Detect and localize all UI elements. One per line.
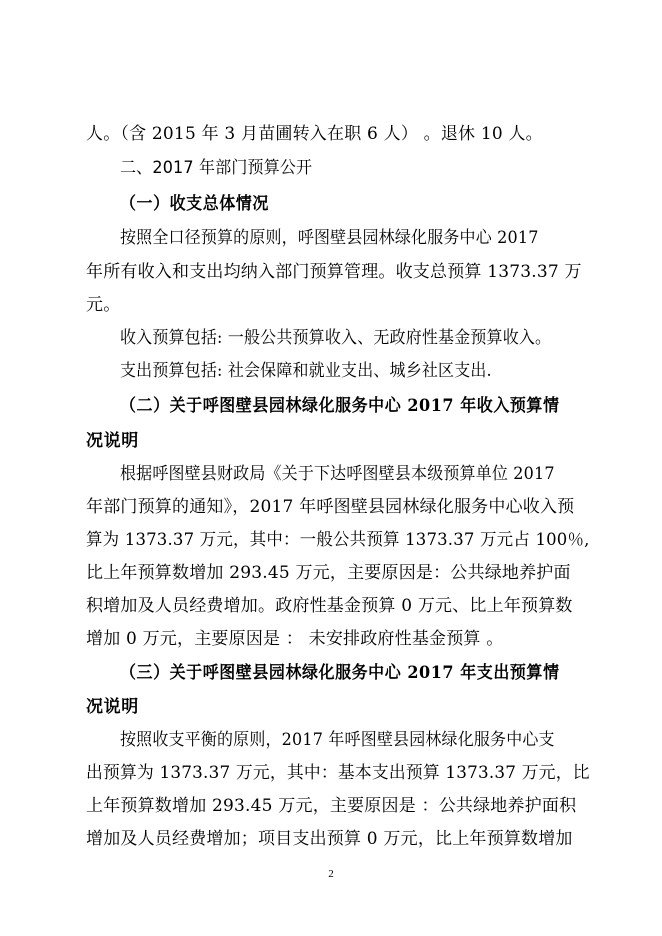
text-line: 增加及人员经费增加；项目支出预算 0 万元，比上年预算数增加 [86,829,573,849]
subsection-heading-cont: 况说明 [86,697,139,717]
text-line: 比上年预算数增加 293.45 万元，主要原因是：公共绿地养护面 [86,563,571,583]
text-line: 人。（含 2015 年 3 月苗圃转入在职 6 人） 。退休 10 人。 [86,124,543,144]
subsection-heading: （一）收支总体情况 [120,194,269,214]
text-line: 按照收支平衡的原则，2017 年呼图壁县园林绿化服务中心支 [120,730,555,750]
text-line: 上年预算数增加 293.45 万元，主要原因是 ：公共绿地养护面积 [86,796,577,816]
text-line: 按照全口径预算的原则，呼图壁县园林绿化服务中心 2017 [120,228,539,248]
text-line: 根据呼图壁县财政局《关于下达呼图壁县本级预算单位 2017 [120,464,555,484]
subsection-heading: （三）关于呼图壁县园林绿化服务中心 2017 年支出预算情 [120,663,560,683]
section-heading: 二、2017 年部门预算公开 [120,158,313,178]
text-line: 积增加及人员经费增加。政府性基金预算 0 万元、比上年预算数 [86,596,573,616]
text-line: 收入预算包括: 一般公共预算收入、无政府性基金预算收入。 [120,328,552,348]
text-line: 元。 [86,295,121,315]
subsection-heading: （二）关于呼图壁县园林绿化服务中心 2017 年收入预算情 [120,396,560,416]
page-number: 2 [328,868,334,880]
text-line: 支出预算包括: 社会保障和就业支出、城乡社区支出. [120,361,492,381]
subsection-heading-cont: 况说明 [86,431,139,451]
text-line: 出预算为 1373.37 万元，其中：基本支出预算 1373.37 万元，比 [86,763,590,783]
text-line: 算为 1373.37 万元，其中：一般公共预算 1373.37 万元占 100％, [86,530,590,550]
text-line: 年部门预算的通知》，2017 年呼图壁县园林绿化服务中心收入预 [86,497,575,517]
text-line: 增加 0 万元，主要原因是 ： 未安排政府性基金预算 。 [86,629,504,649]
text-line: 年所有收入和支出均纳入部门预算管理。收支总预算 1373.37 万 [86,262,582,282]
